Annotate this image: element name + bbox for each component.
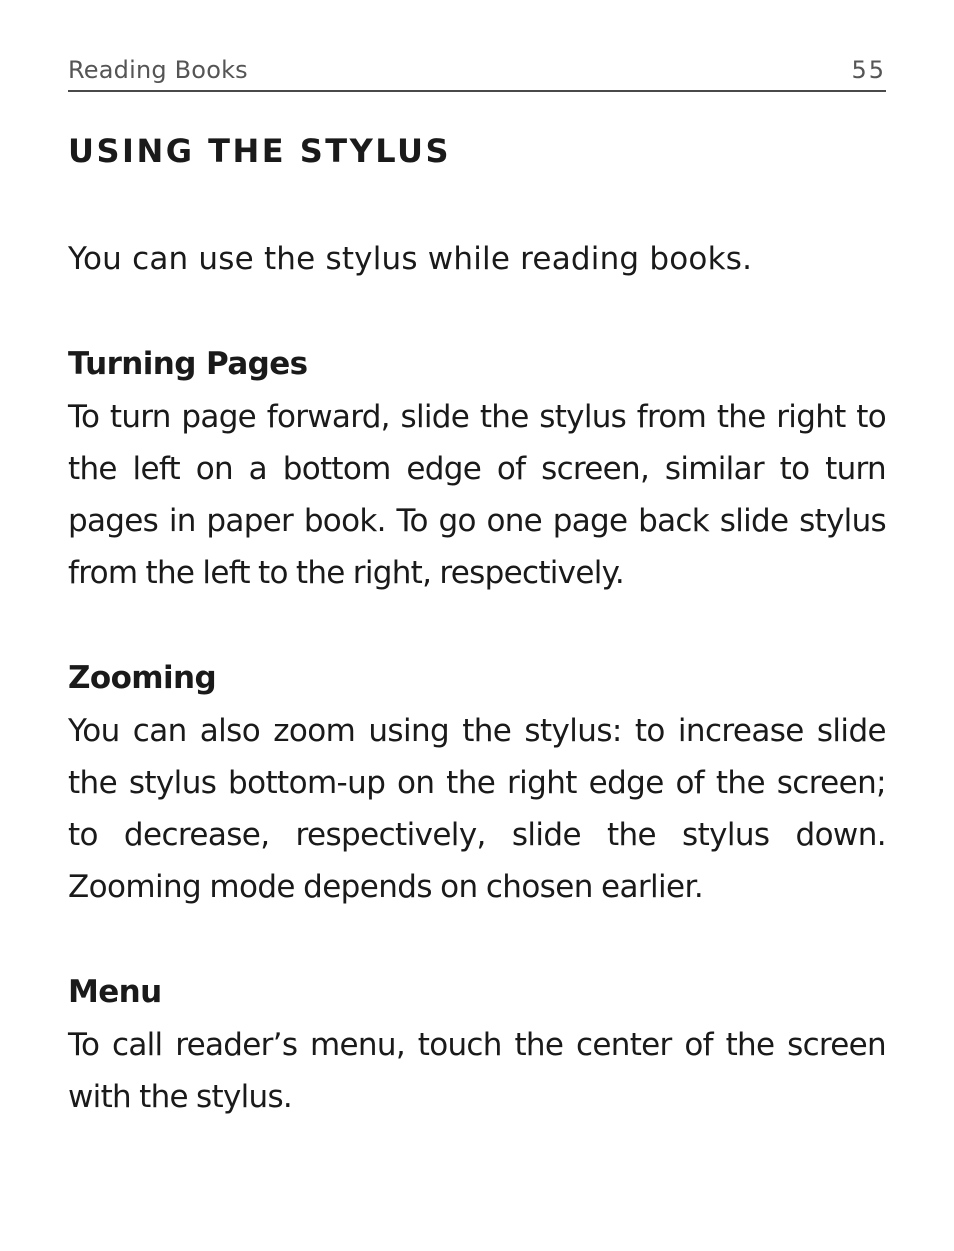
intro-paragraph: You can use the stylus while reading books. [68,241,753,277]
section-title-zooming: Zooming [68,660,217,696]
section-text-zooming: You can also zoom using the stylus: to increase slide the stylus bottom-up on the right edge of the screen; to decrease, respectively, slide the stylus down. Zooming mode depends on chosen earlier. [68,713,886,905]
page-number: 55 [851,56,886,84]
chapter-title: USING THE STYLUS [68,132,452,170]
section-title-turning-pages: Turning Pages [68,346,308,382]
section-title-menu: Menu [68,974,162,1010]
section-text-turning-pages: To turn page forward, slide the stylus from the right to the left on a bottom edge of screen, similar to turn pages in paper book. To go one page back slide stylus from the left to the right, respectively. [68,399,886,591]
section-text-menu: To call reader’s menu, touch the center of the screen with the stylus. [68,1027,886,1115]
running-header [68,56,886,92]
header-section-name: Reading Books [68,56,248,84]
